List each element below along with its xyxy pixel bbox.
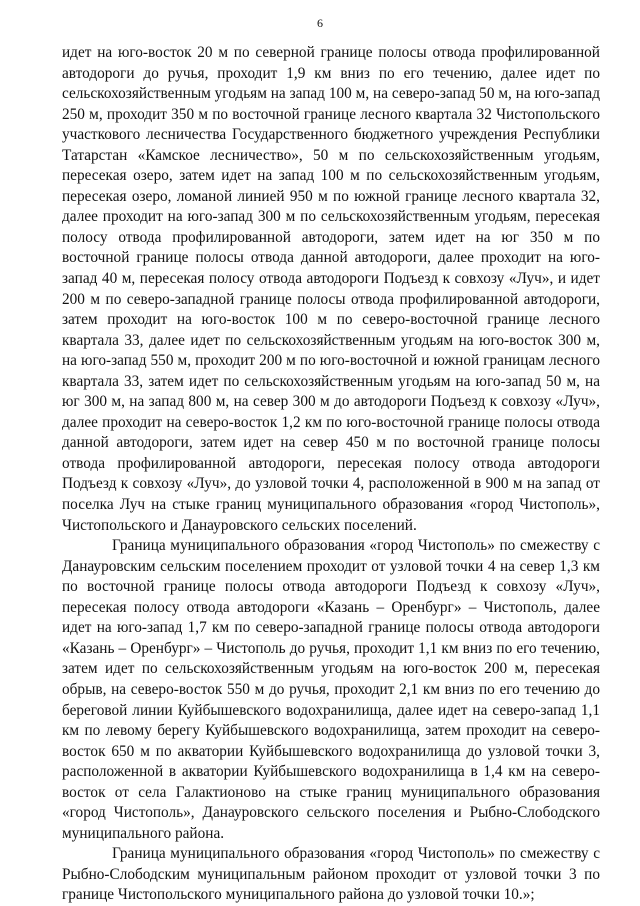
paragraph-rybno-slobodsky-boundary: Граница муниципального образования «город Чистополь» по смежеству с Рыбно-Слободским муниципальным районом проходит от узловой точки 3 по границе Чистопольского муниципального района до узловой точки 10.»; [62,845,600,904]
paragraph-boundary-continuation: идет на юго-восток 20 м по северной границе полосы отвода профилированной автодороги до ручья, проходит 1,9 км вниз по его течению, далее идет по сельскохозяйственным угодьям на запад 100 м, на северо-запад 50 м, на юго-запад 250 м, проходит 350 м по восточной границе лесного квартала 32 Чистопольского участкового лесничества Государственного бюджетного учреждения Республики Татарстан «Камское лесничество», 50 м по сельскохозяйственным угодьям, пересекая озеро, затем идет на запад 100 м по сельскохозяйственным угодьям, пересекая озеро, ломаной линией 950 м по южной границе лесного квартала 32, далее проходит на юго-запад 300 м по сельскохозяйственным угодьям, пересекая полосу отвода профилированной автодороги, затем идет на юг 350 м по восточной границе полосы отвода данной автодороги, далее проходит на юго-запад 40 м, пересекая полосу отвода автодороги Подъезд к совхозу «Луч», и идет 200 м по северо-западной границе полосы отвода профилированной автодороги, затем проходит на юго-восток 100 м по северо-восточной границе лесного квартала 33, далее идет по сельскохозяйственным угодьям на юго-восток 300 м, на юго-запад 550 м, проходит 200 м по юго-восточной и южной границам лесного квартала 33, затем идет по сельскохозяйственным угодьям на юго-запад 50 м, на юг 300 м, на запад 800 м, на север 300 м до автодороги Подъезд к совхозу «Луч», далее проходит на северо-восток 1,2 км по юго-восточной границе полосы отвода данной автодороги, затем идет на север 450 м по восточной границе полосы отвода профилированной автодороги, пересекая полосу отвода автодороги Подъезд к совхозу «Луч», до узловой точки 4, расположенной в 900 м на запад от поселка Луч на стыке границ муниципального образования «город Чистополь», Чистопольского и Данауровского сельских поселений. [62,44,600,534]
document-body [62,43,600,906]
paragraph-danaurovsky-boundary: Граница муниципального образования «город Чистополь» по смежеству с Данауровским сельским поселением проходит от узловой точки 4 на север 1,3 км по восточной границе полосы отвода автодороги Подъезд к совхозу «Луч», пересекая полосу отвода автодороги «Казань – Оренбург» – Чистополь, далее идет на юго-запад 1,7 км по северо-западной границе полосы отвода автодороги «Казань – Оренбург» – Чистополь до ручья, проходит 1,1 км вниз по его течению, затем идет по сельскохозяйственным угодьям на юго-восток 200 м, пересекая обрыв, на северо-восток 550 м до ручья, проходит 2,1 км вниз по его течению до береговой линии Куйбышевского водохранилища, далее идет на северо-запад 1,1 км по левому берегу Куйбышевского водохранилища, затем проходит на северо-восток 650 м по акватории Куйбышевского водохранилища до узловой точки 3, расположенной в акватории Куйбышевского водохранилища в 1,4 км на северо-восток от села Галактионово на стыке границ муниципального образования «город Чистополь», Данауровского сельского поселения и Рыбно-Слободского муниципального района. [62,537,600,842]
page-number: 6 [317,16,323,30]
